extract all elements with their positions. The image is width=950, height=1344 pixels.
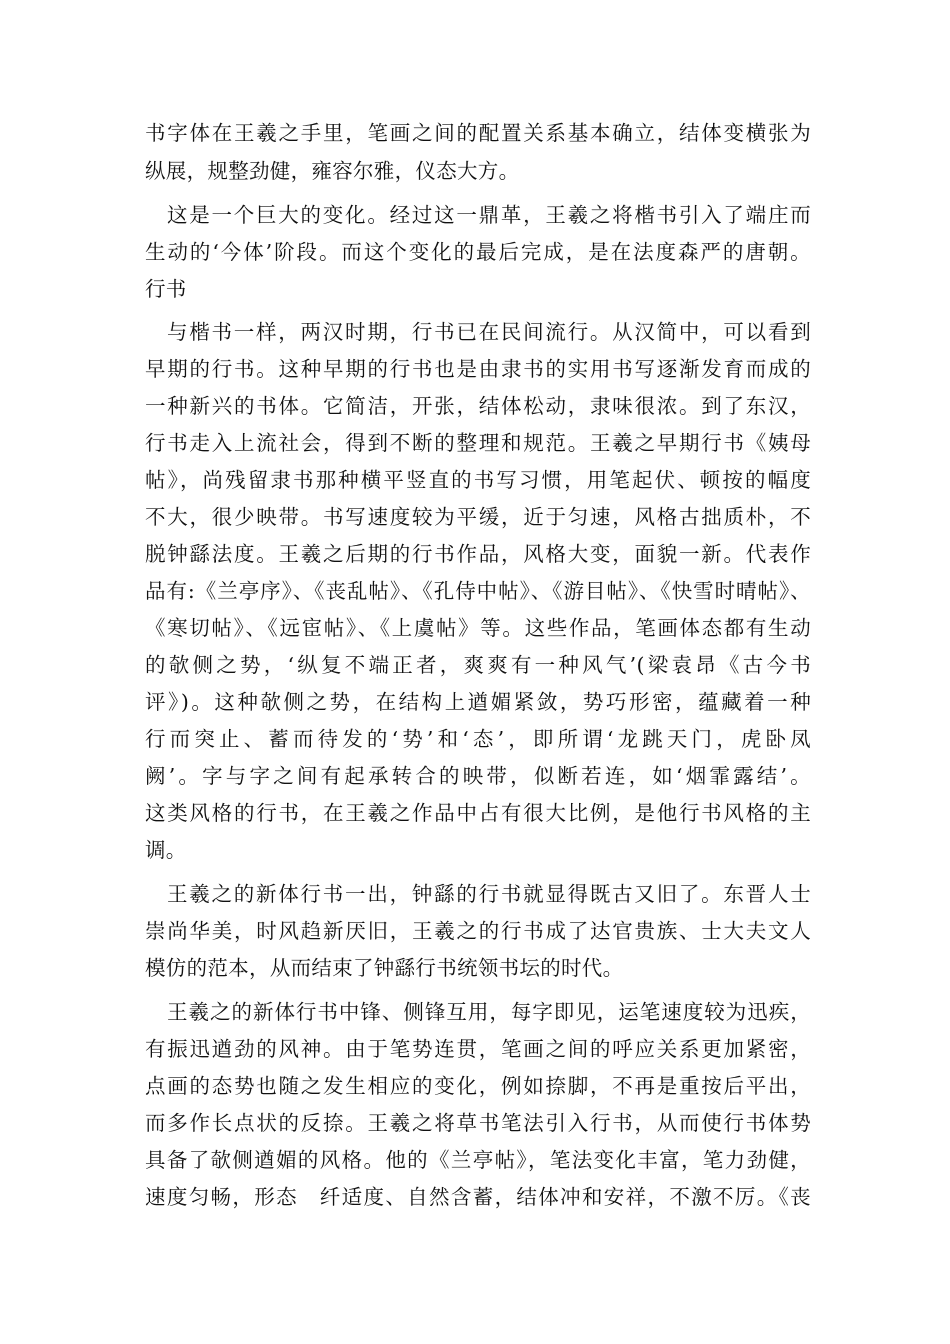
text-line: 与楷书一样，两汉时期，行书已在民间流行。从汉简中，可以看到: [167, 320, 811, 344]
text-line: 纵展，规整劲健，雍容尔雅，仪态大方。: [145, 159, 520, 183]
text-line: 行书走入上流社会，得到不断的整理和规范。王羲之早期行书《姨母: [145, 431, 811, 455]
text-line: 调。: [145, 838, 187, 862]
text-line: 而多作长点状的反捺。王羲之将草书笔法引入行书，从而使行书体势: [145, 1111, 811, 1135]
text-line: 脱钟繇法度。王羲之后期的行书作品，风格大变，面貌一新。代表作: [145, 542, 811, 566]
text-line: 崇尚华美，时风趋新厌旧，王羲之的行书成了达官贵族、士大夫文人: [145, 919, 811, 943]
text-line: 不大，很少映带。书写速度较为平缓，近于匀速，风格古拙质朴，不: [145, 505, 811, 529]
text-line: 《寒切帖》、《远宦帖》、《上虞帖》等。这些作品，笔画体态都有生动: [145, 616, 811, 640]
text-line: 书字体在王羲之手里，笔画之间的配置关系基本确立，结体变横张为: [145, 121, 811, 145]
text-line: 模仿的范本，从而结束了钟繇行书统领书坛的时代。: [145, 956, 624, 980]
text-line: 王羲之的新体行书一出，钟繇的行书就显得既古又旧了。东晋人士: [167, 882, 811, 906]
section-heading: 行书: [145, 277, 187, 301]
text-line: 有振迅遒劲的风神。由于笔势连贯，笔画之间的呼应关系更加紧密，: [145, 1037, 811, 1061]
text-line: 这是一个巨大的变化。经过这一鼎革，王羲之将楷书引入了端庄而: [167, 203, 811, 227]
text-line: 一种新兴的书体。它简洁，开张，结体松动，隶味很浓。到了东汉，: [145, 394, 811, 418]
text-line: 品有:《兰亭序》、《丧乱帖》、《孔侍中帖》、《游目帖》、《快雪时晴帖》、: [145, 579, 811, 603]
text-line: 具备了欹侧遒媚的风格。他的《兰亭帖》，笔法变化丰富，笔力劲健，: [145, 1148, 811, 1172]
text-line: 的欹侧之势，‘纵复不端正者，爽爽有一种风气’(梁袁昂《古今书: [145, 653, 811, 677]
text-line: 早期的行书。这种早期的行书也是由隶书的实用书写逐渐发育而成的: [145, 357, 811, 381]
text-line: 速度匀畅，形态 纤适度、自然含蓄，结体冲和安祥，不激不厉。《丧: [145, 1185, 811, 1209]
text-line: 生动的‘今体’阶段。而这个变化的最后完成，是在法度森严的唐朝。: [145, 240, 811, 264]
text-line: 王羲之的新体行书中锋、侧锋互用，每字即见，运笔速度较为迅疾，: [167, 1000, 811, 1024]
text-line: 行而突止、蓄而待发的‘势’和‘态’，即所谓‘龙跳天门，虎卧凤: [145, 727, 811, 751]
text-line: 评》)。这种欹侧之势，在结构上遒媚紧敛，势巧形密，蕴藏着一种: [145, 690, 811, 714]
text-line: 这类风格的行书，在王羲之作品中占有很大比例，是他行书风格的主: [145, 801, 811, 825]
text-line: 阙’。字与字之间有起承转合的映带，似断若连，如‘烟霏露结’。: [145, 764, 811, 788]
text-line: 点画的态势也随之发生相应的变化，例如捺脚，不再是重按后平出，: [145, 1074, 811, 1098]
text-line: 帖》，尚残留隶书那种横平竖直的书写习惯，用笔起伏、顿按的幅度: [145, 468, 811, 492]
